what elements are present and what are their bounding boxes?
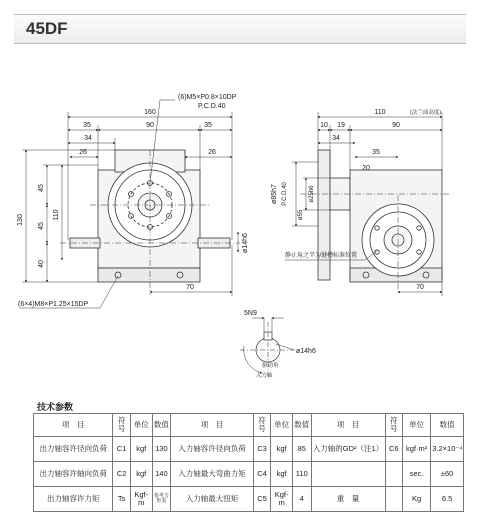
dim-110-left: 110	[53, 209, 60, 221]
callout-thread-bottom: (6×4)M8×P1.25×15DP	[18, 301, 89, 308]
dim-10: 10	[320, 122, 328, 129]
spec-symbol: Ts	[113, 487, 130, 512]
spec-value: 130	[152, 437, 171, 462]
dim-110-right: 110	[374, 109, 386, 116]
side-view	[300, 150, 450, 290]
model-title: 45DF	[26, 19, 68, 38]
dim-20-side: 20	[362, 165, 370, 172]
header-item: 项 目	[34, 414, 113, 437]
dim-130: 130	[17, 214, 24, 226]
dim-34-left: 34	[84, 135, 92, 142]
callout-25h6: ø25h6	[309, 185, 315, 203]
shaft-input-label: 入力轴	[256, 373, 273, 379]
header-unit: 单位	[402, 414, 430, 437]
spec-symbol: C2	[113, 462, 130, 487]
spec-unit: kgf	[130, 437, 152, 462]
spec-symbol	[385, 462, 402, 487]
dim-26-right: 26	[208, 149, 216, 156]
spec-item: 入力轴容许径向负荷	[171, 437, 254, 462]
spec-unit: kgf	[130, 462, 152, 487]
dim-34-side: 34	[332, 135, 340, 142]
front-view	[60, 150, 240, 295]
spec-item: 入力轴的GD²（注1）	[311, 437, 385, 462]
spec-symbol: C3	[253, 437, 270, 462]
spec-symbol: C4	[253, 462, 270, 487]
header-symbol: 符号	[385, 414, 402, 437]
spec-unit: Kgf-m	[271, 487, 293, 512]
callout-shaft-14h6: ø14h6	[242, 233, 249, 253]
callout-pcd-top: P.C.D.40	[198, 103, 226, 110]
spec-symbol	[385, 487, 402, 512]
spec-value: 140	[152, 462, 171, 487]
header-value: 数值	[431, 414, 464, 437]
dim-70-bottom: 70	[186, 284, 194, 291]
spec-item	[311, 462, 385, 487]
spec-value: 110	[293, 462, 312, 487]
table-row	[34, 437, 464, 462]
specs-title: 技术参数	[37, 402, 74, 412]
dim-90-side: 90	[392, 122, 400, 129]
static-note: 静止角之半为键槽标准位置	[285, 253, 358, 259]
header-symbol: 符号	[113, 414, 130, 437]
dim-19: 19	[337, 122, 345, 129]
callout-pcd-side: P.C.D.40	[282, 182, 288, 206]
callout-thread-top: (6)M5×P0.8×10DP	[178, 94, 237, 101]
header-symbol: 符号	[253, 414, 270, 437]
spec-unit: kgf	[271, 437, 293, 462]
dim-40-bottom: 40	[38, 260, 45, 268]
spec-symbol: C1	[113, 437, 130, 462]
spec-symbol: C5	[253, 487, 270, 512]
callout-85h7: ø85h7	[271, 184, 278, 204]
spec-value: 6.5	[431, 487, 464, 512]
shaft-keyway-label: 驱动角	[262, 363, 279, 369]
dim-45-mid: 45	[38, 222, 45, 230]
spec-item: 出力轴容许径向负荷	[34, 437, 113, 462]
spec-item: 出力轴容许轴向负荷	[34, 462, 113, 487]
spec-item: 出力轴容许力矩	[34, 487, 113, 512]
spec-unit: sec.	[402, 462, 430, 487]
specs-header-row	[34, 414, 464, 437]
dim-26-left: 26	[79, 149, 87, 156]
dim-35-side: 35	[372, 149, 380, 156]
dim-70-side: 70	[416, 284, 424, 291]
header-unit: 单位	[271, 414, 293, 437]
shaft-key-5n9: 5N9	[244, 310, 257, 317]
dim-35-right: 35	[204, 122, 212, 129]
header-unit: 单位	[130, 414, 152, 437]
spec-value: 参考力矩表	[152, 487, 171, 512]
dim-160: 160	[144, 109, 156, 116]
shaft-detail	[240, 318, 296, 378]
spec-value: 4	[293, 487, 312, 512]
spec-unit: Kg	[402, 487, 430, 512]
spec-value: 85	[293, 437, 312, 462]
header-item: 项 目	[311, 414, 385, 437]
table-row	[34, 462, 464, 487]
dim-35-left: 35	[83, 122, 91, 129]
header-item: 项 目	[171, 414, 254, 437]
header-value: 数值	[152, 414, 171, 437]
dim-45-top: 45	[38, 184, 45, 192]
spec-symbol: C6	[385, 437, 402, 462]
shaft-dia-14h6: ø14h6	[296, 348, 316, 355]
specs-table	[33, 413, 464, 512]
spec-value: ±60	[431, 462, 464, 487]
spec-item: 重 量	[311, 487, 385, 512]
spec-unit: kgf·m²	[402, 437, 430, 462]
flange-note: (法兰面高度)	[410, 110, 442, 116]
spec-item: 入力轴最大扭矩	[171, 487, 254, 512]
spec-unit: Kgf-m	[130, 487, 152, 512]
table-row	[34, 487, 464, 512]
dim-90-top: 90	[146, 122, 154, 129]
spec-item: 入力轴最大弯曲力矩	[171, 462, 254, 487]
callout-55: ø55	[298, 209, 304, 221]
spec-value: 3.2×10⁻⁴	[431, 437, 464, 462]
header-value: 数值	[293, 414, 312, 437]
spec-unit: kgf	[271, 462, 293, 487]
